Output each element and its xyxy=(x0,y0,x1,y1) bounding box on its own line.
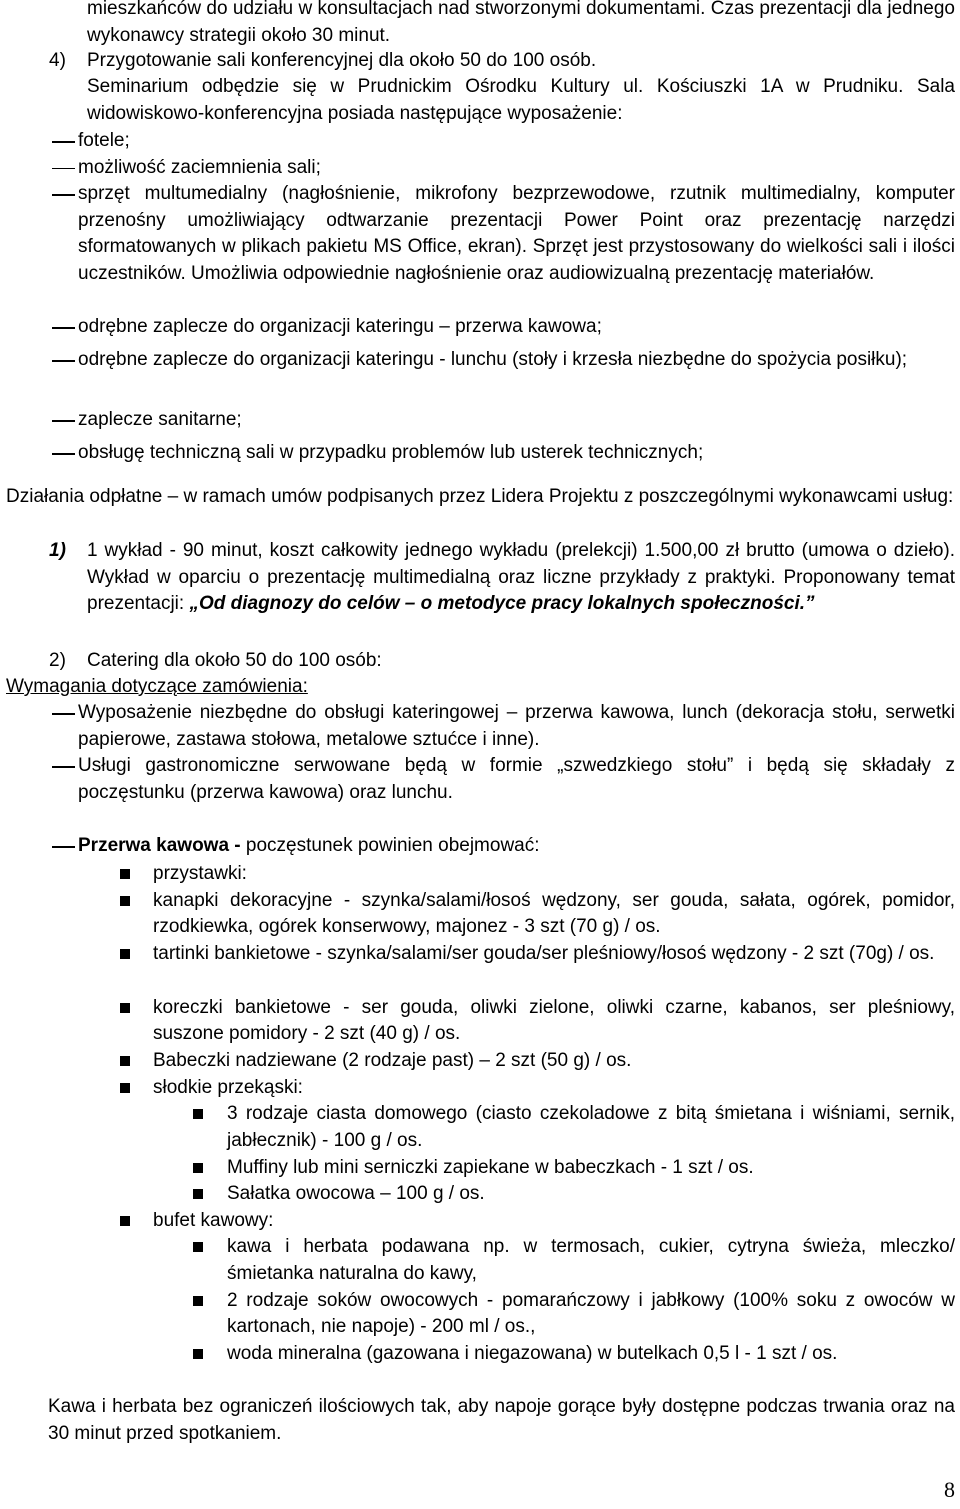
appetizer-text: kanapki dekoracyjne - szynka/salami/łosoś wędzony, ser gouda, sałata, ogórek, pomidor, rzodkiewka, ogórek konserwowy, majonez - 3 szt (70 g) / os. xyxy=(153,889,955,938)
dash-bullet-icon xyxy=(52,713,75,715)
sweet-item xyxy=(227,1155,955,1182)
sweets-list xyxy=(227,1101,955,1208)
coffee-text: woda mineralna (gazowana i niegazowana) w butelkach 0,5 l - 1 szt / os. xyxy=(227,1343,838,1364)
coffee-item xyxy=(227,1288,955,1342)
dash-bullet-icon xyxy=(52,766,75,768)
equipment-list xyxy=(48,128,955,467)
equipment-item xyxy=(48,128,955,155)
item-4-text: Przygotowanie sali konferencyjnej dla około 50 do 100 osób. xyxy=(87,50,597,71)
requirements-list xyxy=(48,700,955,860)
requirement-item-text: Usługi gastronomiczne serwowane będą w formie „szwedzkiego stołu” i będą się składały z poczęstunku (przerwa kawowa) oraz lunchu. xyxy=(78,755,955,803)
equipment-intro: Sala widowiskowo-konferencyjna posiada następujące wyposażenie: xyxy=(87,76,955,124)
menu-item xyxy=(153,1075,955,1102)
seminar-location: Seminarium odbędzie się w Prudnickim Ośrodku Kultury ul. Kościuszki 1A w Prudniku. xyxy=(87,76,904,97)
dash-bullet-icon xyxy=(52,846,75,848)
equipment-item-text: zaplecze sanitarne; xyxy=(78,409,242,431)
lecture-description: 1 wykład - 90 minut, koszt całkowity jednego wykładu (prelekcji) 1.500,00 zł brutto (umowa o dzieło). Wykład w oparciu o prezentację multimedialną oraz liczne przykłady z praktyki. Proponowany temat prezentacji: xyxy=(87,540,955,615)
equipment-item-text: możliwość zaciemnienia sali; xyxy=(78,156,321,178)
dash-bullet-icon xyxy=(52,168,75,170)
menu-item xyxy=(153,941,955,995)
sweet-item xyxy=(227,1181,955,1208)
coffee-buffet-label: bufet kawowy: xyxy=(153,1210,274,1231)
square-bullet-icon xyxy=(120,869,130,879)
equipment-item-text: odrębne zaplecze do organizacji kateringu – przerwa kawowa; xyxy=(78,316,602,338)
square-bullet-icon xyxy=(120,1083,130,1093)
item-1-number: 1) xyxy=(49,540,66,561)
requirement-item xyxy=(48,753,955,833)
requirement-item xyxy=(48,833,955,860)
item-2-text: Catering dla około 50 do 100 osób: xyxy=(87,650,382,671)
dash-bullet-icon xyxy=(52,453,75,455)
equipment-item-text: odrębne zaplecze do organizacji kateringu - lunchu (stoły i krzesła niezbędne do spożycia posiłku); xyxy=(78,349,908,371)
square-bullet-icon xyxy=(193,1242,203,1252)
menu-item xyxy=(153,1048,955,1075)
equipment-item xyxy=(48,440,955,467)
dash-bullet-icon xyxy=(52,360,75,362)
coffee-break-text: poczęstunek powinien obejmować: xyxy=(240,835,540,856)
lecture-topic: „Od diagnozy do celów – o metodyce pracy lokalnych społeczności.” xyxy=(189,593,815,615)
coffee-item xyxy=(227,1234,955,1288)
sweet-text: Muffiny lub mini serniczki zapiekane w babeczkach - 1 szt / os. xyxy=(227,1156,754,1178)
dash-bullet-icon xyxy=(52,194,75,196)
equipment-item-text: sprzęt multumedialny (nagłośnienie, mikrofony bezprzewodowe, rzutnik multimedialny, komputer przenośny umożliwiający odtwarzanie prezentacji Power Point oraz prezentację narzędzi sformatowanych w plikach pakietu MS Office, ekran). Sprzęt jest przystosowany do wielkości sali i ilości uczestników. Umożliwia odpowiednie nagłośnienie oraz audiowizualną prezentację materiałów. xyxy=(78,183,955,284)
square-bullet-icon xyxy=(120,896,130,906)
dash-bullet-icon xyxy=(52,420,75,422)
menu-item xyxy=(153,1208,273,1235)
equipment-item-text: fotele; xyxy=(78,130,130,151)
page-number: 8 xyxy=(944,1477,955,1502)
appetizer-text: koreczki bankietowe - ser gouda, oliwki zielone, oliwki czarne, kabanos, ser pleśniowy, suszone pomidory - 2 szt (40 g) / os. xyxy=(153,996,955,1045)
square-bullet-icon xyxy=(120,1003,130,1013)
coffee-break-label: Przerwa kawowa - xyxy=(78,835,241,856)
square-bullet-icon xyxy=(193,1349,203,1359)
coffee-list xyxy=(227,1234,955,1395)
square-bullet-icon xyxy=(193,1163,203,1173)
requirement-item-text: Wyposażenie niezbędne do obsługi kateringowej – przerwa kawowa, lunch (dekoracja stołu, serwetki papierowe, zastawa stołowa, metalowe sztućce i inne). xyxy=(78,702,955,750)
equipment-item xyxy=(48,155,955,182)
menu-item xyxy=(153,888,955,942)
square-bullet-icon xyxy=(193,1296,203,1306)
intro-continuation: mieszkańców do udziału w konsultacjach nad stworzonymi dokumentami. Czas prezentacji dla jednego wykonawcy strategii około 30 minut. xyxy=(87,0,955,46)
menu-list xyxy=(153,861,955,1101)
item-1-text xyxy=(87,538,955,618)
square-bullet-icon xyxy=(120,949,130,959)
coffee-item xyxy=(227,1341,955,1395)
menu-item xyxy=(153,861,955,888)
appetizer-text: Babeczki nadziewane (2 rodzaje past) – 2 szt (50 g) / os. xyxy=(153,1050,632,1072)
square-bullet-icon xyxy=(120,1216,130,1226)
requirements-heading: Wymagania dotyczące zamówienia: xyxy=(6,676,308,697)
item-4-location xyxy=(87,74,955,127)
sweet-text: 3 rodzaje ciasta domowego (ciasto czekoladowe z bitą śmietana i wiśniami, sernik, jabłecznik) - 100 g / os. xyxy=(227,1103,955,1151)
equipment-item xyxy=(48,407,955,440)
square-bullet-icon xyxy=(120,1056,130,1066)
equipment-item-text: obsługę techniczną sali w przypadku problemów lub usterek technicznych; xyxy=(78,442,704,464)
equipment-item xyxy=(48,181,955,314)
requirement-item xyxy=(48,700,955,753)
sweet-item xyxy=(227,1101,955,1155)
dash-bullet-icon xyxy=(52,327,75,329)
square-bullet-icon xyxy=(193,1109,203,1119)
coffee-text: 2 rodzaje soków owocowych - pomarańczowy i jabłkowy (100% soku z owoców w kartonach, nie napoje) - 200 ml / os., xyxy=(227,1289,955,1338)
sweets-label: słodkie przekąski: xyxy=(153,1076,303,1098)
equipment-item xyxy=(48,347,955,407)
paid-activities-intro: Działania odpłatne – w ramach umów podpisanych przez Lidera Projektu z poszczególnymi wykonawcami usług: xyxy=(6,486,954,507)
appetizers-label: przystawki: xyxy=(153,863,247,884)
square-bullet-icon xyxy=(193,1189,203,1199)
equipment-item xyxy=(48,314,955,347)
closing-paragraph: Kawa i herbata bez ograniczeń ilościowych tak, aby napoje gorące były dostępne podczas trwania oraz na 30 minut przed spotkaniem. xyxy=(48,1396,955,1444)
appetizer-text: tartinki bankietowe - szynka/salami/ser gouda/ser pleśniowy/łosoś wędzony - 2 szt (70g) / os. xyxy=(153,943,935,965)
item-2-number: 2) xyxy=(49,650,66,671)
coffee-text: kawa i herbata podawana np. w termosach, cukier, cytryna świeża, mleczko/śmietanka naturalna do kawy, xyxy=(227,1236,955,1284)
item-4-number: 4) xyxy=(49,50,66,71)
sweet-text: Sałatka owocowa – 100 g / os. xyxy=(227,1183,485,1205)
menu-item xyxy=(153,995,955,1049)
dash-bullet-icon xyxy=(52,141,75,143)
